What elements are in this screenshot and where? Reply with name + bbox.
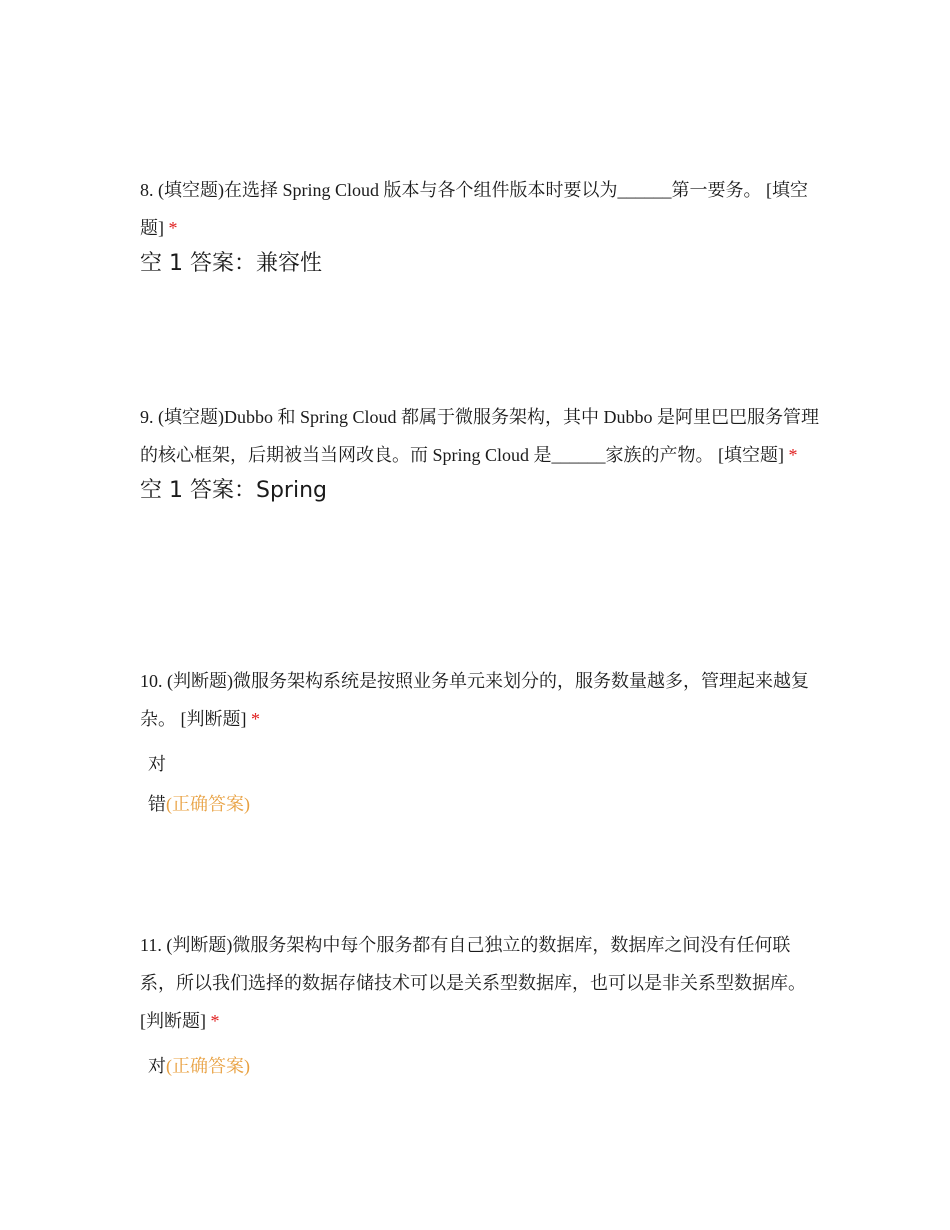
question-body: 11. (判断题)微服务架构中每个服务都有自己独立的数据库，数据库之间没有任何联系，所以我们选择的数据存储技术可以是关系型数据库，也可以是非关系型数据库。 [判断题]	[140, 935, 806, 1031]
option-false	[140, 784, 820, 824]
question-9	[140, 398, 820, 506]
question-body: 9. (填空题)Dubbo 和 Spring Cloud 都属于微服务架构，其中 Dubbo 是阿里巴巴服务管理的核心框架，后期被当当网改良。而 Spring Cloud 是______家族的产物。 [填空题]	[140, 407, 819, 465]
option-true	[140, 1046, 820, 1086]
correct-answer-tag: (正确答案)	[166, 794, 250, 814]
required-mark: *	[210, 1011, 220, 1031]
question-8	[140, 171, 820, 279]
options-list	[140, 1046, 820, 1086]
question-text	[140, 171, 820, 247]
question-10	[140, 662, 820, 824]
question-11	[140, 926, 820, 1086]
question-body: 10. (判断题)微服务架构系统是按照业务单元来划分的，服务数量越多，管理起来越复杂。 [判断题]	[140, 671, 809, 729]
required-mark: *	[788, 445, 798, 465]
correct-answer-tag: (正确答案)	[166, 1056, 250, 1076]
question-text	[140, 662, 820, 738]
required-mark: *	[251, 709, 260, 729]
answer-text: 空 1 答案：Spring	[140, 478, 327, 503]
required-mark: *	[168, 218, 178, 238]
option-label: 对	[148, 754, 166, 774]
question-text	[140, 926, 820, 1040]
question-body: 8. (填空题)在选择 Spring Cloud 版本与各个组件版本时要以为______第一要务。 [填空题]	[140, 180, 808, 238]
options-list	[140, 744, 820, 824]
option-true	[140, 744, 820, 784]
answer-text: 空 1 答案：兼容性	[140, 251, 322, 276]
question-text	[140, 398, 820, 474]
option-label: 错	[148, 794, 166, 814]
option-label: 对	[148, 1056, 166, 1076]
